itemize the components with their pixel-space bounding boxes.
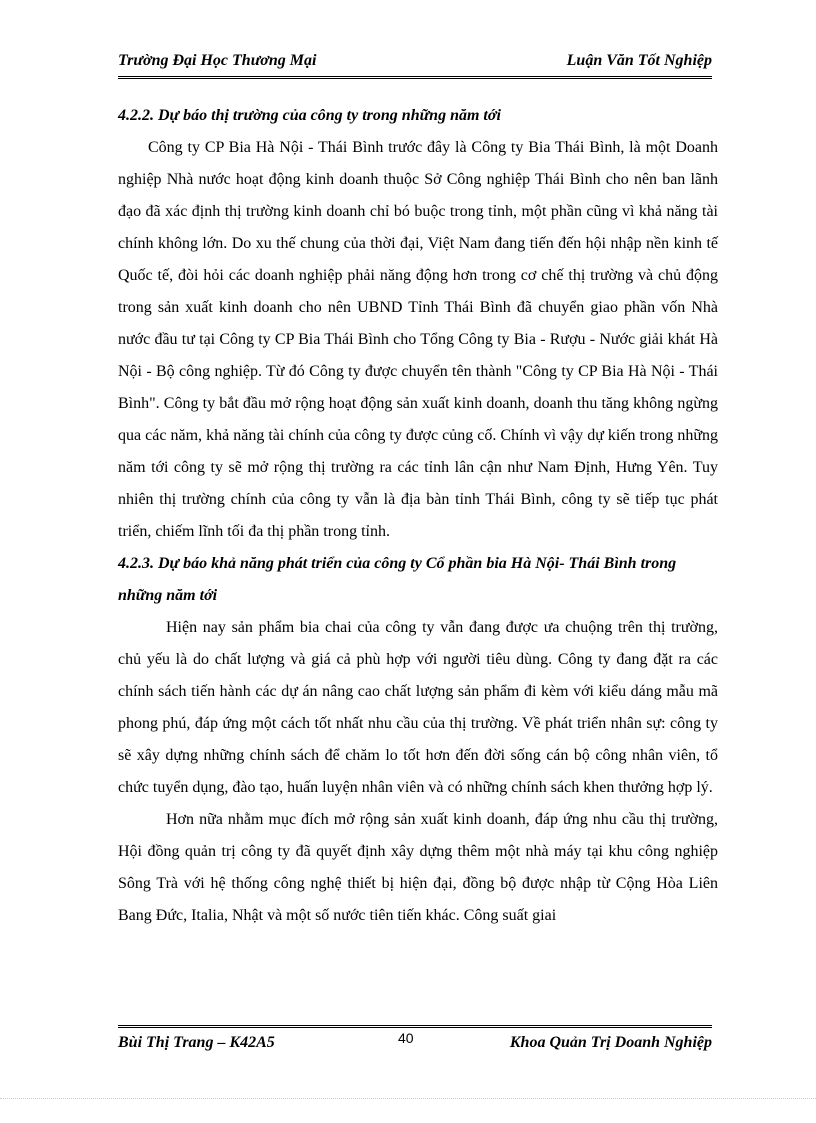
section-heading-4-2-2: 4.2.2. Dự báo thị trường của công ty trong những năm tới [118,107,501,124]
header-document-type: Luận Văn Tốt Nghiệp [566,52,712,69]
page-border-divider [0,1098,816,1099]
footer-faculty: Khoa Quản Trị Doanh Nghiệp [509,1034,712,1051]
footer-author: Bùi Thị Trang – K42A5 [118,1034,275,1051]
section-paragraph-4-2-2: Công ty CP Bia Hà Nội - Thái Bình trước đây là Công ty Bia Thái Bình, là một Doanh nghiệp Nhà nước hoạt động kinh doanh thuộc Sở Công nghiệp Thái Bình cho nên ban lãnh đạo đã xác định thị trường kinh doanh chỉ bó buộc trong tỉnh, một phần cũng vì khả năng tài chính không lớn. Do xu thế chung của thời đại, Việt Nam đang tiến đến hội nhập nền kinh tế Quốc tế, đòi hỏi các doanh nghiệp phải năng động hơn trong cơ chế thị trường và chủ động trong sản xuất kinh doanh cho nên UBND Tỉnh Thái Bình đã chuyển giao phần vốn Nhà nước đầu tư tại Công ty CP Bia Thái Bình cho Tổng Công ty Bia - Rượu - Nước giải khát Hà Nội - Bộ công nghiệp. Từ đó Công ty được chuyển tên thành "Công ty CP Bia Hà Nội - Thái Bình". Công ty bắt đầu mở rộng hoạt động sản xuất kinh doanh, doanh thu tăng không ngừng qua các năm, khả năng tài chính của công ty được củng cố. Chính vì vậy dự kiến trong những năm tới công ty sẽ mở rộng thị trường ra các tỉnh lân cận như Nam Định, Hưng Yên. Tuy nhiên thị trường chính của công ty vẫn là địa bàn tỉnh Thái Bình, công ty sẽ tiếp tục phát triển, chiếm lĩnh tối đa thị phần trong tỉnh. [118,139,718,540]
header-school-name: Trường Đại Học Thương Mại [118,52,317,69]
page-header [118,50,712,79]
section-heading-4-2-3: 4.2.3. Dự báo khả năng phát triển của công ty Cổ phần bia Hà Nội- Thái Bình trong những năm tới [118,555,677,604]
page-footer [118,1025,712,1058]
page-content [118,100,718,932]
page-number: 40 [398,1030,414,1046]
section-paragraph-4-2-3-b: Hơn nữa nhằm mục đích mở rộng sản xuất kinh doanh, đáp ứng nhu cầu thị trường, Hội đồng quản trị công ty đã quyết định xây dựng thêm một nhà máy tại khu công nghiệp Sông Trà với hệ thống công nghệ thiết bị hiện đại, đồng bộ được nhập từ Cộng Hòa Liên Bang Đức, Italia, Nhật và một số nước tiên tiến khác. Công suất giai [118,811,718,924]
section-paragraph-4-2-3-a: Hiện nay sản phẩm bia chai của công ty vẫn đang được ưa chuộng trên thị trường, chủ yếu là do chất lượng và giá cả phù hợp với người tiêu dùng. Công ty đang đặt ra các chính sách tiến hành các dự án nâng cao chất lượng sản phẩm đi kèm với kiểu dáng mẫu mã phong phú, đáp ứng một cách tốt nhất nhu cầu của thị trường. Về phát triển nhân sự: công ty sẽ xây dựng những chính sách để chăm lo tốt hơn đến đời sống cán bộ công nhân viên, tổ chức tuyển dụng, đào tạo, huấn luyện nhân viên và có những chính sách khen thưởng hợp lý. [118,619,718,796]
